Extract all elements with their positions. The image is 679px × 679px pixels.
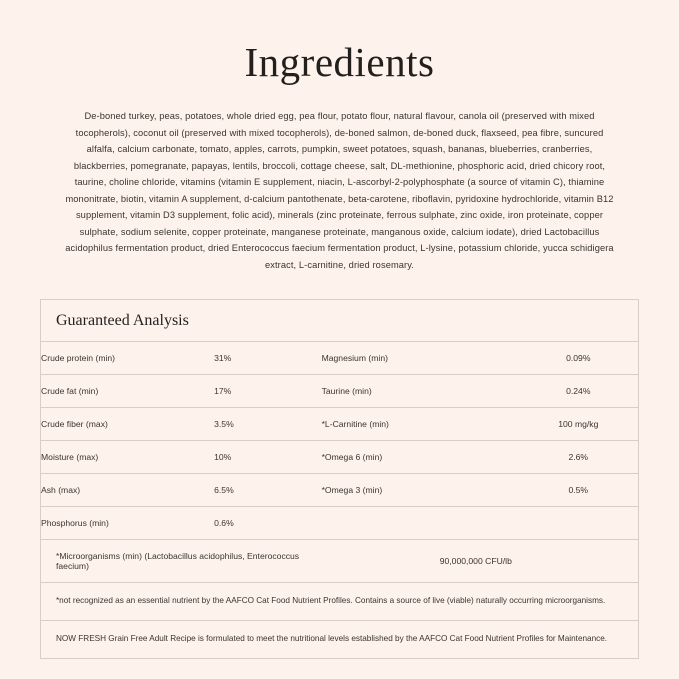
nutrient-value: 0.09% xyxy=(519,342,638,375)
nutrient-value: 17% xyxy=(214,375,321,408)
nutrient-value: 3.5% xyxy=(214,408,321,441)
table-row xyxy=(41,342,638,375)
nutrient-label: Crude fiber (max) xyxy=(41,408,214,441)
table-row xyxy=(41,474,638,507)
nutrient-value: 10% xyxy=(214,441,321,474)
nutrient-label: Moisture (max) xyxy=(41,441,214,474)
table-row xyxy=(41,507,638,540)
nutrient-label: *Omega 3 (min) xyxy=(322,474,519,507)
nutrient-value: 100 mg/kg xyxy=(519,408,638,441)
nutrient-label: Crude fat (min) xyxy=(41,375,214,408)
ingredients-paragraph: De-boned turkey, peas, potatoes, whole dried egg, pea flour, potato flour, natural flavour, canola oil (preserved with mixed tocopherols), coconut oil (preserved with mixed tocopherols), de-boned salmon, de-boned duck, flaxseed, pea fibre, suncured alfalfa, calcium carbonate, tomato, apples, carrots, pumpkin, sweet potatoes, squash, bananas, blueberries, cranberries, blackberries, pomegranate, papayas, lentils, broccoli, cottage cheese, salt, DL-methionine, phosphoric acid, dried chicory root, taurine, choline chloride, vitamins (vitamin E supplement, niacin, L-ascorbyl-2-polyphosphate (a source of vitamin C), thiamine mononitrate, biotin, vitamin A supplement, d-calcium pantothenate, beta-carotene, riboflavin, pyridoxine hydrochloride, vitamin B12 supplement, vitamin D3 supplement, folic acid), minerals (zinc proteinate, ferrous sulphate, zinc oxide, iron proteinate, copper sulphate, sodium selenite, copper proteinate, manganese proteinate, manganous oxide, calcium iodate), dried Lactobacillus acidophilus fermentation product, dried Enterococcus faecium fermentation product, L-lysine, potassium chloride, yucca schidigera extract, L-carnitine, dried rosemary. xyxy=(65,111,614,270)
nutrient-label: *Microorganisms (min) (Lactobacillus acidophilus, Enterococcus faecium) xyxy=(41,540,322,583)
nutrient-label: *Omega 6 (min) xyxy=(322,441,519,474)
guaranteed-analysis-heading: Guaranteed Analysis xyxy=(41,300,638,342)
footnote-aafco-statement: NOW FRESH Grain Free Adult Recipe is formulated to meet the nutritional levels established by the AAFCO Cat Food Nutrient Profiles for Maintenance. xyxy=(56,634,608,643)
nutrient-value: 31% xyxy=(214,342,321,375)
footnote-aafco-nutrient: *not recognized as an essential nutrient by the AAFCO Cat Food Nutrient Profiles. Contains a source of live (viable) naturally occurring microorganisms. xyxy=(41,583,638,621)
nutrient-label: Phosphorus (min) xyxy=(41,507,214,540)
nutrient-value: 0.6% xyxy=(214,507,321,540)
nutrient-value xyxy=(519,507,638,540)
nutrient-value: 90,000,000 CFU/lb xyxy=(322,540,638,583)
nutrient-label: Magnesium (min) xyxy=(322,342,519,375)
table-row xyxy=(41,441,638,474)
table-row xyxy=(41,375,638,408)
nutrient-value: 0.24% xyxy=(519,375,638,408)
nutrient-label xyxy=(322,507,519,540)
nutrient-value: 0.5% xyxy=(519,474,638,507)
nutrient-label: Crude protein (min) xyxy=(41,342,214,375)
table-row-microorganisms xyxy=(41,540,638,583)
guaranteed-analysis-panel xyxy=(40,299,639,658)
table-row xyxy=(41,408,638,441)
nutrient-label: Taurine (min) xyxy=(322,375,519,408)
nutrient-label: Ash (max) xyxy=(41,474,214,507)
page-title: Ingredients xyxy=(244,39,435,85)
guaranteed-analysis-table xyxy=(41,342,638,583)
nutrient-value: 6.5% xyxy=(214,474,321,507)
nutrient-value: 2.6% xyxy=(519,441,638,474)
nutrient-label: *L-Carnitine (min) xyxy=(322,408,519,441)
